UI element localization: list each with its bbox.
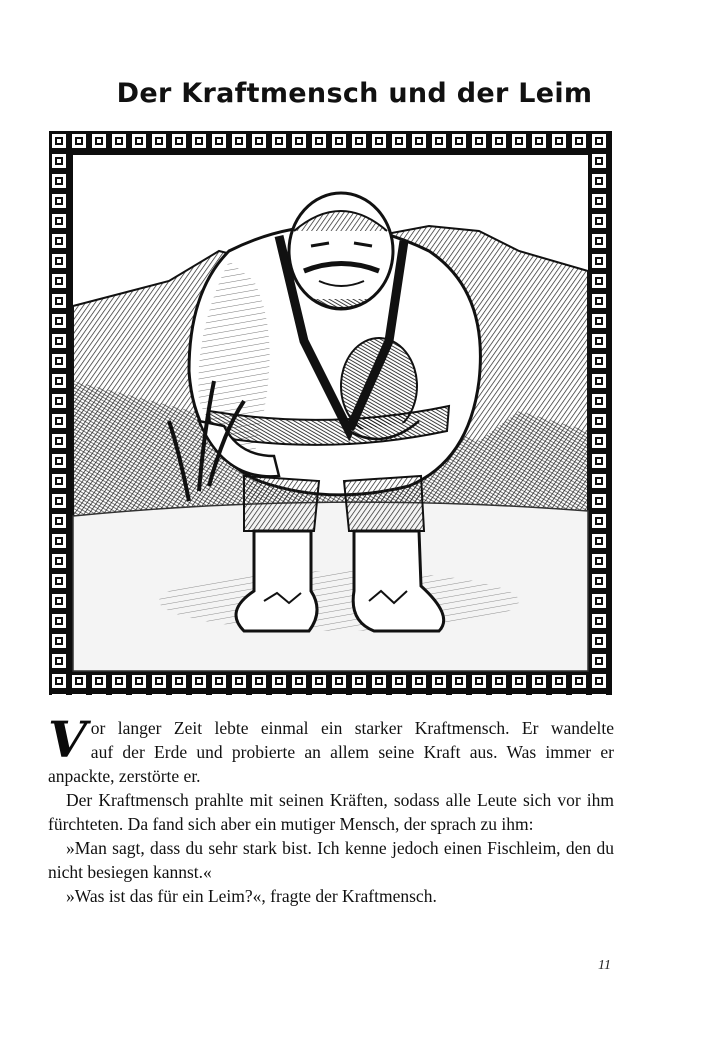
paragraph-3: »Man sagt, dass du sehr stark bist. Ich kenne jedoch einen Fischleim, den du nicht besiegen kannst.« (48, 838, 614, 882)
page-number: 11 (598, 958, 611, 973)
paragraph-1-line-3: anpackte, zerstörte er. (48, 766, 201, 786)
page-title: Der Kraftmensch und der Leim (116, 78, 593, 109)
paragraph-1-line-2: auf der Erde und probierte an allem seine Kraft aus. Was immer er (90, 742, 614, 762)
paragraph-2: Der Kraftmensch prahlte mit seinen Kräften, sodass alle Leute sich vor ihm fürchteten. Da fand sich aber ein mutiger Mensch, der sprach zu ihm: (48, 790, 614, 834)
paragraph-1-line-1: or langer Zeit lebte einmal ein starker Kraftmensch. Er wandelte (90, 718, 614, 738)
strongman-illustration (49, 131, 612, 695)
illustration-frame (49, 131, 612, 695)
story-text (48, 710, 614, 908)
paragraph-4: »Was ist das für ein Leim?«, fragte der Kraftmensch. (66, 886, 437, 906)
dropcap-letter: V (48, 710, 87, 769)
